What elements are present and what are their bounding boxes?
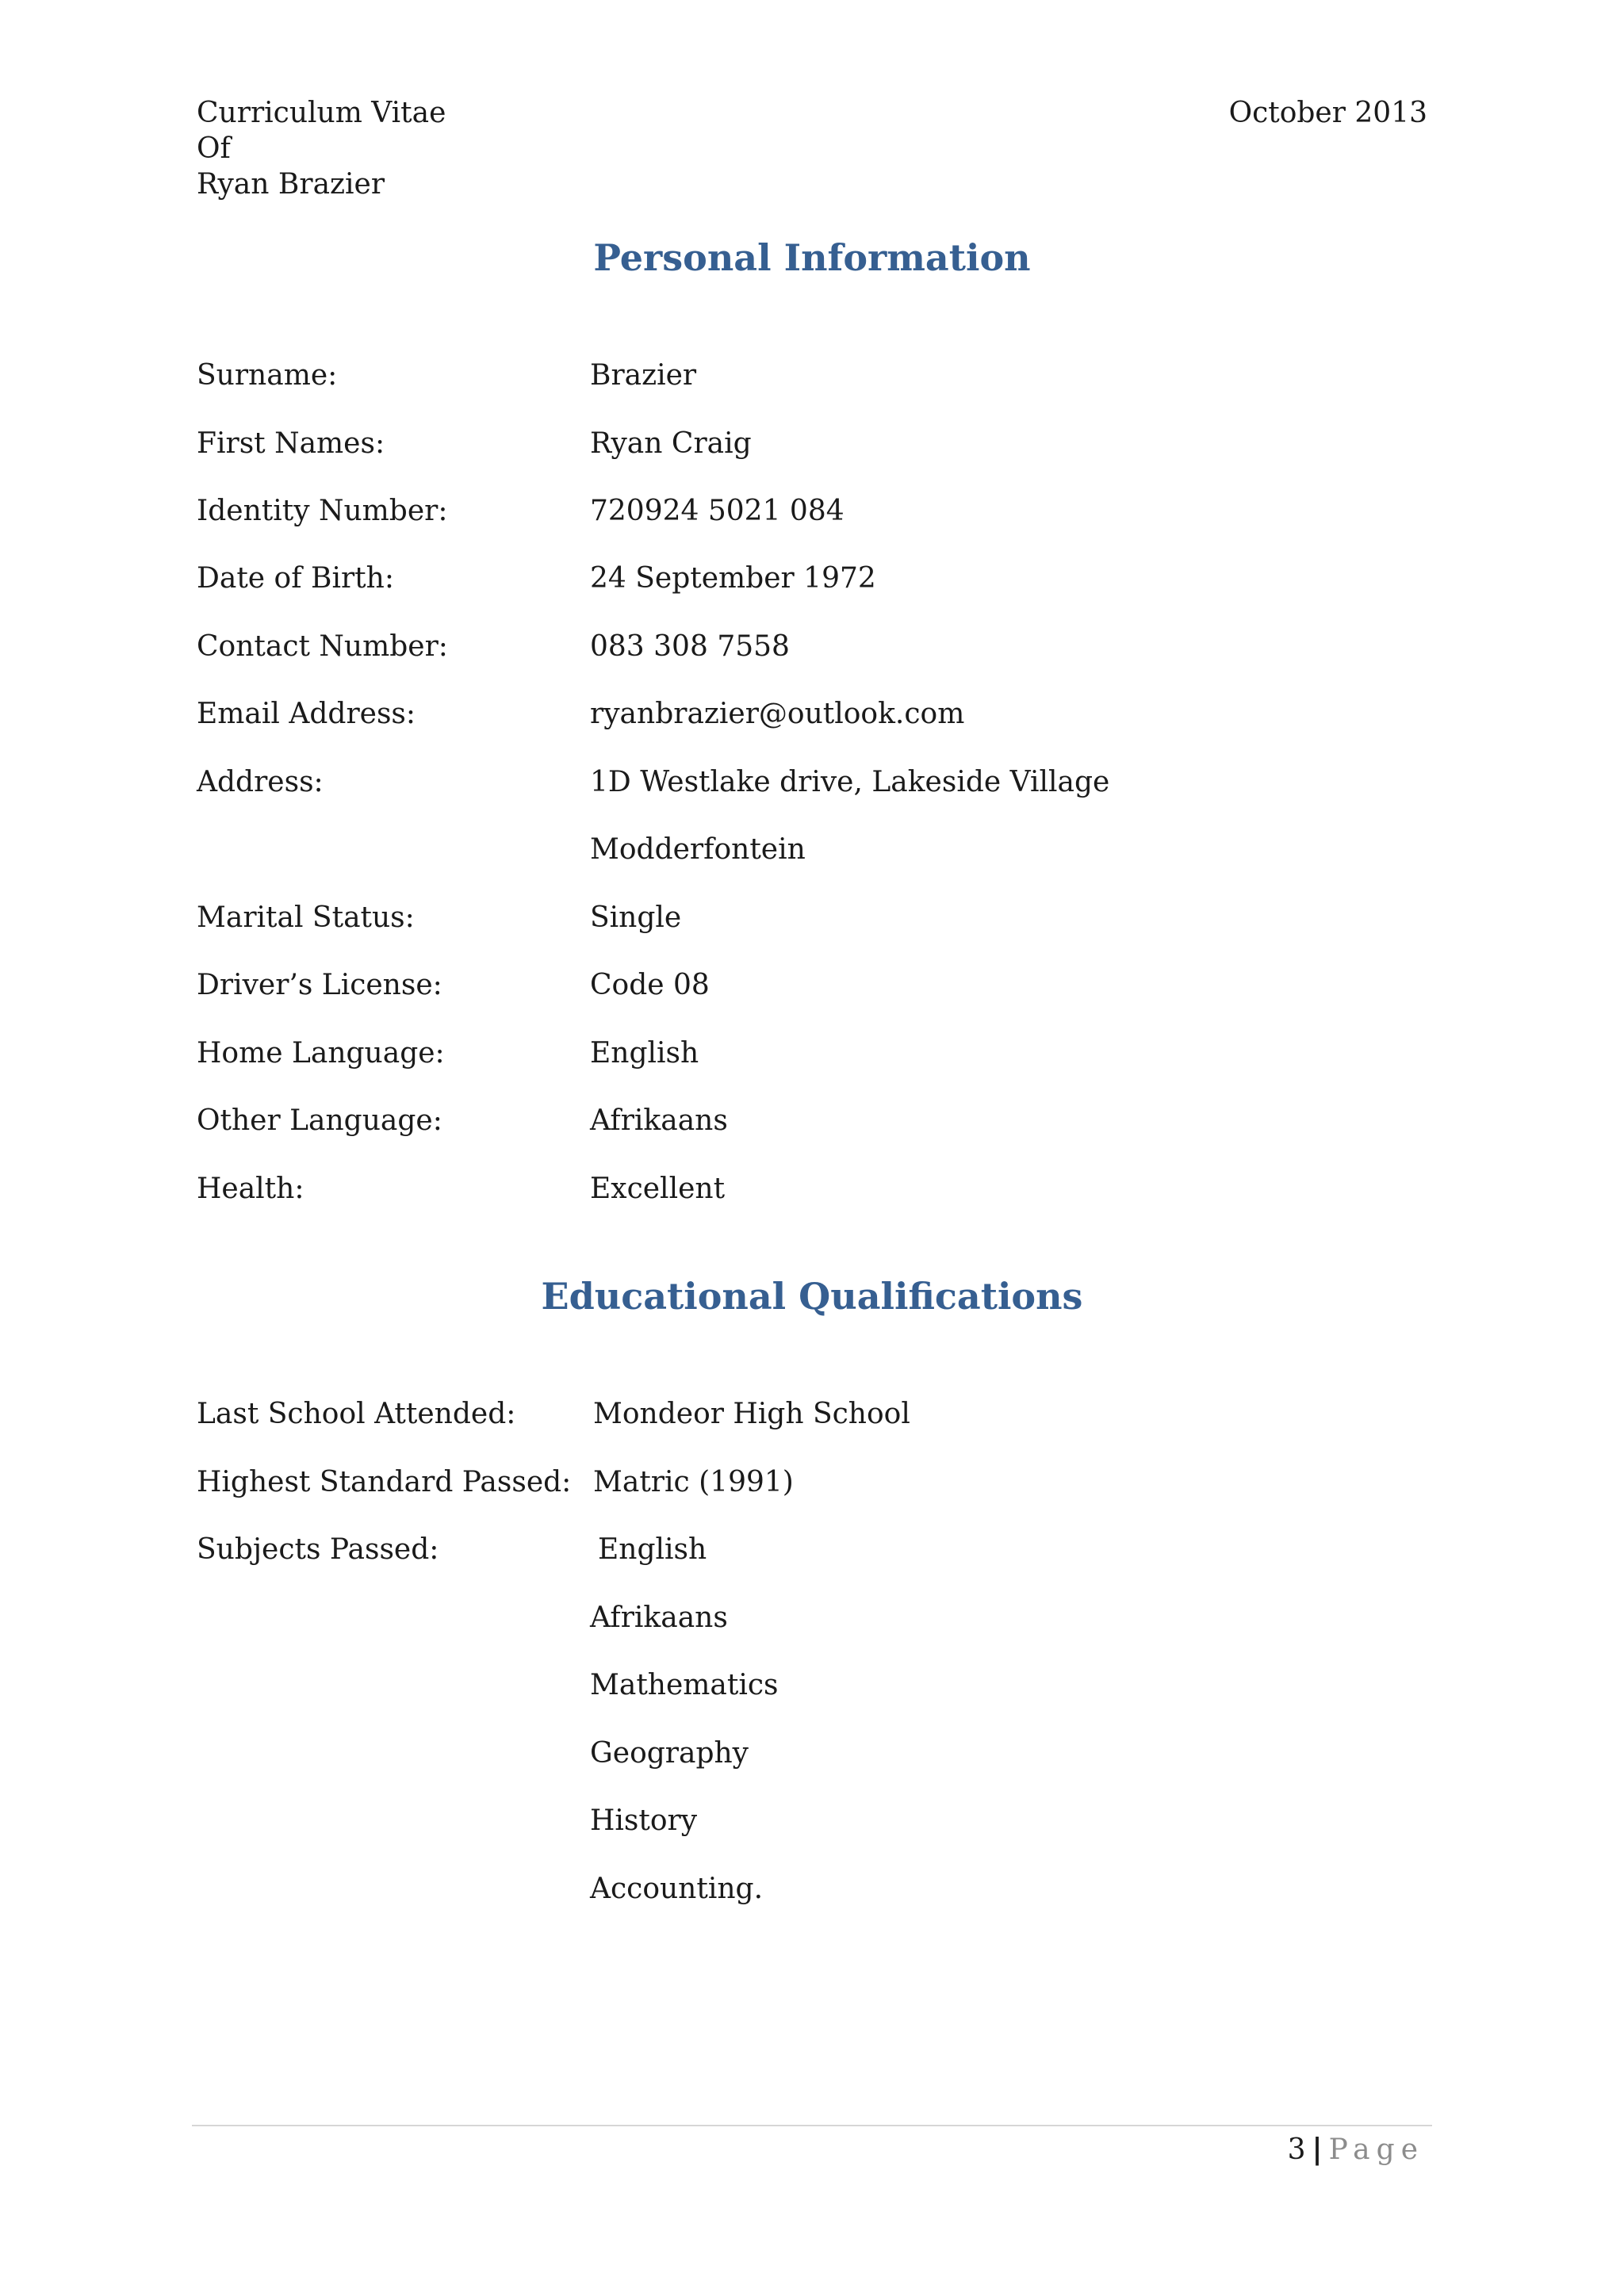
info-value: 720924 5021 084 [590, 495, 845, 527]
info-value: 083 308 7558 [590, 630, 790, 663]
info-row [197, 962, 1426, 1009]
info-label: Health: [197, 1173, 304, 1205]
info-row [197, 894, 1426, 942]
info-row [197, 1030, 1426, 1077]
header-date: October 2013 [1228, 97, 1427, 129]
info-value: Brazier [590, 359, 697, 392]
info-row [197, 420, 1426, 468]
education-label: Highest Standard Passed: [197, 1466, 572, 1498]
header-line-of: Of [197, 132, 231, 165]
education-row [197, 1730, 1426, 1777]
info-row [197, 488, 1426, 535]
education-row [197, 1526, 1426, 1574]
info-row [197, 1165, 1426, 1213]
education-label: Last School Attended: [197, 1398, 516, 1430]
info-label: Identity Number: [197, 495, 448, 527]
info-value: Afrikaans [590, 1104, 728, 1137]
header-line-name: Ryan Brazier [197, 168, 385, 201]
education-row [197, 1662, 1426, 1709]
section-title-personal: Personal Information [593, 236, 1031, 279]
info-row [197, 352, 1426, 400]
info-label: Surname: [197, 359, 338, 392]
info-label: Contact Number: [197, 630, 448, 663]
info-row [197, 623, 1426, 671]
education-row [197, 1459, 1426, 1506]
info-value: English [590, 1037, 699, 1070]
info-label: Home Language: [197, 1037, 445, 1070]
info-value: Modderfontein [590, 833, 806, 866]
info-label: First Names: [197, 427, 385, 460]
info-label: Other Language: [197, 1104, 442, 1137]
info-row [197, 555, 1426, 603]
info-value: Code 08 [590, 969, 710, 1001]
education-value: Accounting. [590, 1873, 764, 1905]
education-value: English [598, 1533, 707, 1566]
info-value: 24 September 1972 [590, 562, 876, 595]
page-footer [1288, 2130, 1424, 2170]
info-row [197, 1097, 1426, 1145]
info-value: 1D Westlake drive, Lakeside Village [590, 766, 1110, 798]
education-value: Geography [590, 1737, 749, 1770]
education-row [197, 1391, 1426, 1438]
education-row [197, 1594, 1426, 1642]
education-row [197, 1866, 1426, 1913]
footer-divider [192, 2125, 1432, 2126]
page-number: 3 [1287, 2133, 1306, 2166]
page-label: Page [1328, 2133, 1424, 2166]
education-value: Mathematics [590, 1669, 779, 1701]
info-label: Driver’s License: [197, 969, 442, 1001]
cv-header [197, 95, 446, 202]
education-value: Afrikaans [590, 1601, 728, 1634]
info-value: ryanbrazier@outlook.com [590, 698, 965, 730]
info-value: Ryan Craig [590, 427, 752, 460]
header-line-title: Curriculum Vitae [197, 97, 446, 129]
section-title-education: Educational Qualifications [541, 1275, 1083, 1318]
info-label: Email Address: [197, 698, 416, 730]
education-value: History [590, 1804, 698, 1837]
footer-separator: | [1312, 2133, 1323, 2166]
education-row [197, 1797, 1426, 1845]
info-value: Single [590, 901, 682, 934]
info-label: Address: [197, 766, 324, 798]
education-value: Mondeor High School [593, 1398, 910, 1430]
info-row [197, 759, 1426, 806]
info-row [197, 826, 1426, 874]
info-value: Excellent [590, 1173, 726, 1205]
info-row [197, 691, 1426, 738]
education-label: Subjects Passed: [197, 1533, 439, 1566]
info-label: Marital Status: [197, 901, 415, 934]
info-label: Date of Birth: [197, 562, 394, 595]
education-value: Matric (1991) [593, 1466, 794, 1498]
